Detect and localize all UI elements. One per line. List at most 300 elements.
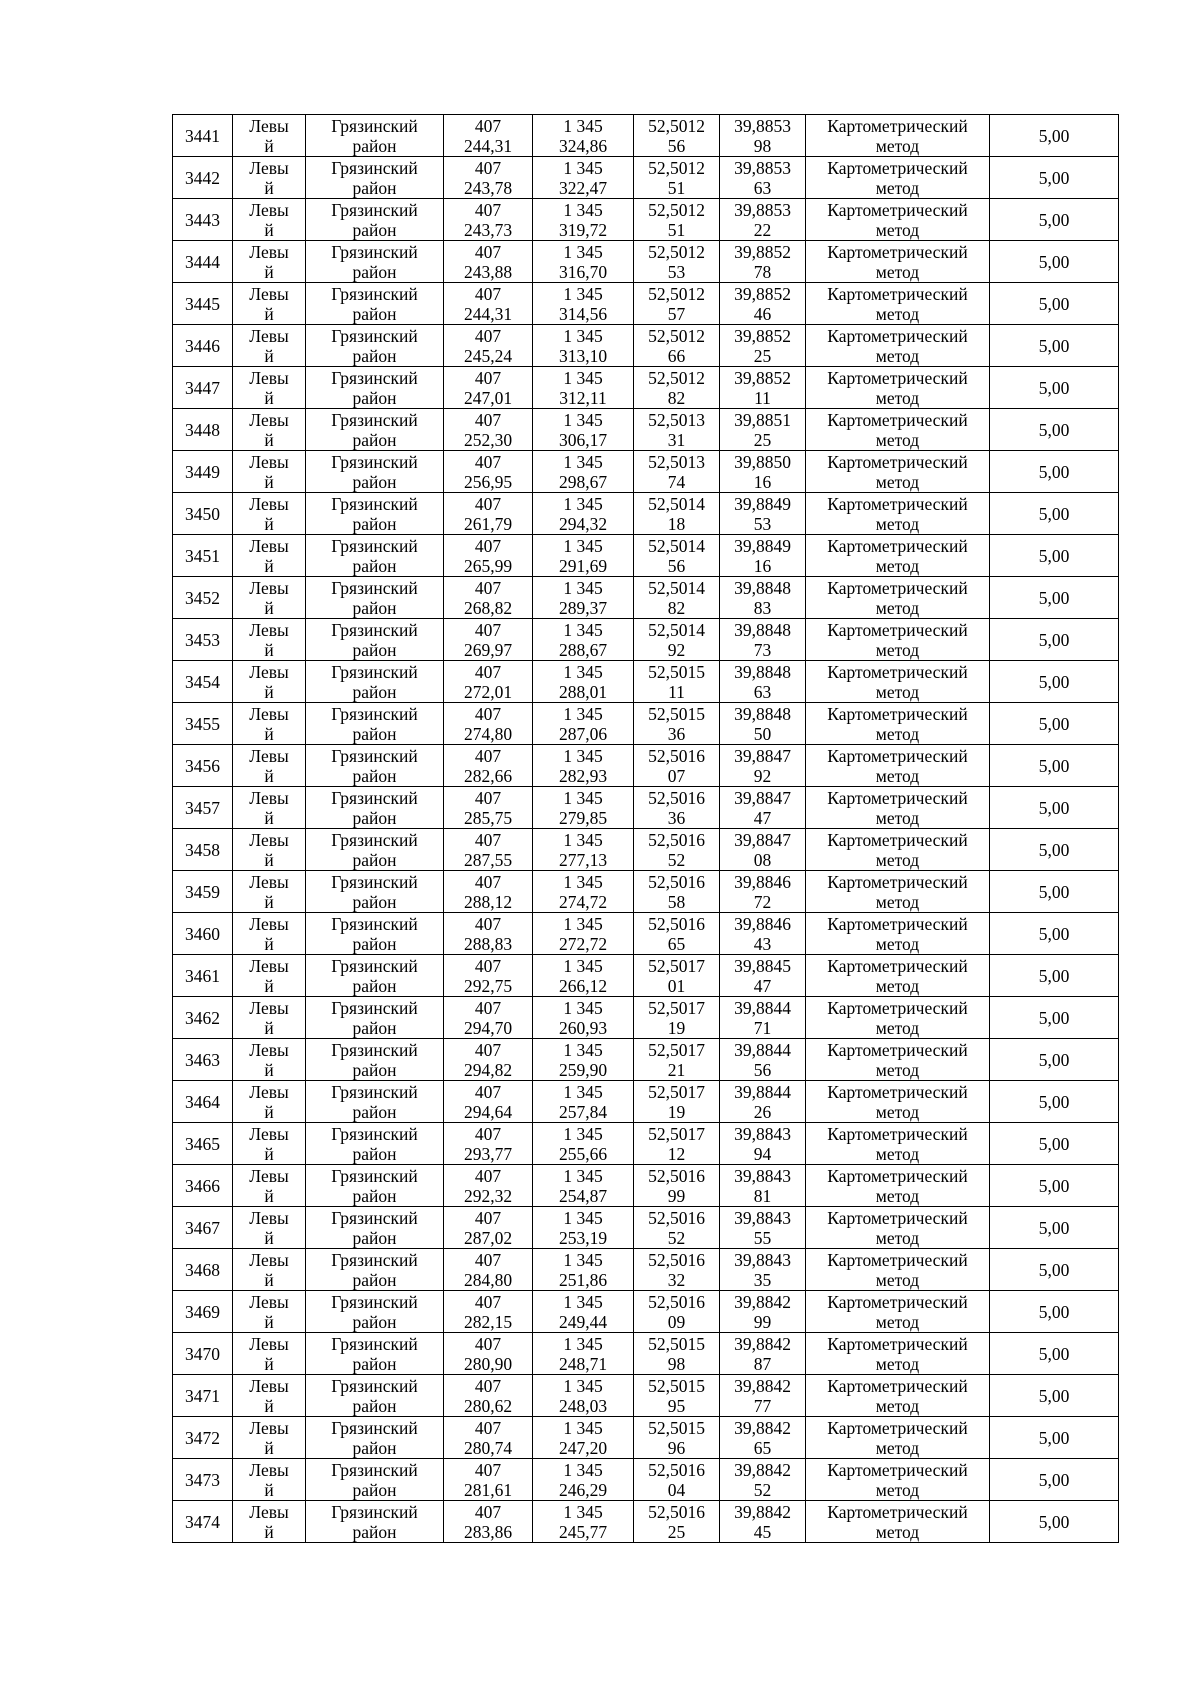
cell-line: 16	[753, 555, 772, 576]
bank-side-cell	[233, 1207, 306, 1249]
cell-line: Картометрический	[827, 913, 968, 934]
bank-side-cell	[233, 1249, 306, 1291]
cell-line: 407	[474, 1039, 502, 1060]
cell-line: Грязинский	[331, 1165, 418, 1186]
cell-line: 71	[753, 1017, 772, 1038]
longitude-cell	[720, 493, 806, 535]
bank-side-cell	[233, 325, 306, 367]
cell-line: Картометрический	[827, 577, 968, 598]
cell-line: 1 345	[563, 157, 603, 178]
cell-line: 281,61	[463, 1479, 513, 1500]
cell-line: Грязинский	[331, 1249, 418, 1270]
longitude-cell	[720, 1501, 806, 1543]
cell-line: район	[352, 891, 397, 912]
cell-line: Левы	[249, 577, 289, 598]
coord-y-cell	[533, 661, 634, 703]
coord-x-cell	[444, 1039, 533, 1081]
cell-line: 39,8849	[734, 535, 791, 556]
cell-line: 248,03	[558, 1395, 608, 1416]
method-cell	[806, 535, 990, 577]
cell-line: 25	[667, 1521, 686, 1542]
cell-line: Левы	[249, 115, 289, 136]
method-cell	[806, 1207, 990, 1249]
longitude-cell	[720, 283, 806, 325]
cell-line: 292,32	[463, 1185, 513, 1206]
cell-line: 243,73	[463, 219, 513, 240]
method-cell	[806, 283, 990, 325]
cell-line: район	[352, 219, 397, 240]
cell-line: 52,5017	[648, 997, 705, 1018]
cell-line: 25	[753, 345, 772, 366]
coord-y-cell	[533, 1207, 634, 1249]
cell-line: Левы	[249, 1123, 289, 1144]
bank-side-cell	[233, 829, 306, 871]
cell-line: Картометрический	[827, 997, 968, 1018]
accuracy-cell: 5,00	[990, 1123, 1119, 1165]
cell-line: Левы	[249, 787, 289, 808]
cell-line: 255,66	[558, 1143, 608, 1164]
cell-line: 98	[753, 135, 772, 156]
cell-line: Картометрический	[827, 535, 968, 556]
cell-line: 52,5017	[648, 1039, 705, 1060]
cell-line: Грязинский	[331, 955, 418, 976]
cell-line: 52,5017	[648, 1123, 705, 1144]
cell-line: район	[352, 975, 397, 996]
cell-line: район	[352, 177, 397, 198]
cell-line: 407	[474, 409, 502, 430]
cell-line: 47	[753, 975, 772, 996]
method-cell	[806, 661, 990, 703]
method-cell	[806, 1501, 990, 1543]
cell-line: 280,62	[463, 1395, 513, 1416]
cell-line: 51	[667, 177, 686, 198]
cell-line: метод	[875, 345, 920, 366]
method-cell	[806, 199, 990, 241]
table-row	[173, 199, 1119, 241]
district-cell	[306, 367, 444, 409]
coord-y-cell	[533, 325, 634, 367]
cell-line: метод	[875, 1521, 920, 1542]
cell-line: 39,8843	[734, 1165, 791, 1186]
cell-line: 12	[667, 1143, 686, 1164]
district-cell	[306, 493, 444, 535]
cell-line: 52,5016	[648, 1249, 705, 1270]
cell-line: 407	[474, 745, 502, 766]
district-cell	[306, 829, 444, 871]
cell-line: 39,8842	[734, 1375, 791, 1396]
cell-line: Левы	[249, 1291, 289, 1312]
accuracy-cell: 5,00	[990, 1039, 1119, 1081]
table-row	[173, 1417, 1119, 1459]
cell-line: 01	[667, 975, 686, 996]
method-cell	[806, 1333, 990, 1375]
cell-line: 1 345	[563, 787, 603, 808]
cell-line: 77	[753, 1395, 772, 1416]
longitude-cell	[720, 325, 806, 367]
cell-line: й	[264, 1227, 274, 1248]
cell-line: 1 345	[563, 913, 603, 934]
table-row	[173, 745, 1119, 787]
method-cell	[806, 493, 990, 535]
cell-line: 266,12	[558, 975, 608, 996]
point-number-cell: 3454	[173, 661, 233, 703]
table-row	[173, 997, 1119, 1039]
table-row	[173, 283, 1119, 325]
cell-line: 08	[753, 849, 772, 870]
cell-line: район	[352, 765, 397, 786]
table-row	[173, 493, 1119, 535]
cell-line: 52,5012	[648, 115, 705, 136]
point-number-cell: 3467	[173, 1207, 233, 1249]
cell-line: 53	[753, 513, 772, 534]
district-cell	[306, 787, 444, 829]
coord-x-cell	[444, 157, 533, 199]
cell-line: 288,12	[463, 891, 513, 912]
table-row	[173, 829, 1119, 871]
cell-line: 53	[667, 261, 686, 282]
cell-line: 16	[753, 471, 772, 492]
district-cell	[306, 283, 444, 325]
cell-line: 1 345	[563, 115, 603, 136]
accuracy-cell: 5,00	[990, 955, 1119, 997]
cell-line: Грязинский	[331, 619, 418, 640]
latitude-cell	[634, 409, 720, 451]
accuracy-cell: 5,00	[990, 1333, 1119, 1375]
cell-line: метод	[875, 135, 920, 156]
district-cell	[306, 451, 444, 493]
method-cell	[806, 409, 990, 451]
table-row	[173, 409, 1119, 451]
cell-line: 52,5015	[648, 1375, 705, 1396]
bank-side-cell	[233, 1291, 306, 1333]
method-cell	[806, 997, 990, 1039]
cell-line: 52,5015	[648, 1333, 705, 1354]
cell-line: Грязинский	[331, 1081, 418, 1102]
point-number-cell: 3472	[173, 1417, 233, 1459]
accuracy-cell: 5,00	[990, 661, 1119, 703]
cell-line: Левы	[249, 367, 289, 388]
district-cell	[306, 913, 444, 955]
district-cell	[306, 1417, 444, 1459]
cell-line: Картометрический	[827, 1291, 968, 1312]
accuracy-cell: 5,00	[990, 997, 1119, 1039]
coord-y-cell	[533, 1165, 634, 1207]
cell-line: Грязинский	[331, 745, 418, 766]
point-number-cell: 3447	[173, 367, 233, 409]
cell-line: Левы	[249, 1039, 289, 1060]
longitude-cell	[720, 157, 806, 199]
point-number-cell: 3451	[173, 535, 233, 577]
cell-line: 56	[667, 135, 686, 156]
cell-line: 52,5016	[648, 913, 705, 934]
bank-side-cell	[233, 787, 306, 829]
cell-line: метод	[875, 555, 920, 576]
latitude-cell	[634, 703, 720, 745]
cell-line: метод	[875, 765, 920, 786]
cell-line: 65	[753, 1437, 772, 1458]
bank-side-cell	[233, 283, 306, 325]
cell-line: 1 345	[563, 1249, 603, 1270]
coord-x-cell	[444, 1333, 533, 1375]
cell-line: 52,5016	[648, 1459, 705, 1480]
longitude-cell	[720, 871, 806, 913]
coord-y-cell	[533, 745, 634, 787]
cell-line: 39,8842	[734, 1459, 791, 1480]
cell-line: метод	[875, 723, 920, 744]
cell-line: 52,5017	[648, 955, 705, 976]
cell-line: 1 345	[563, 955, 603, 976]
cell-line: Левы	[249, 703, 289, 724]
cell-line: 99	[753, 1311, 772, 1332]
cell-line: 1 345	[563, 1291, 603, 1312]
district-cell	[306, 1459, 444, 1501]
point-number-cell: 3460	[173, 913, 233, 955]
cell-line: 1 345	[563, 283, 603, 304]
cell-line: 39,8852	[734, 283, 791, 304]
cell-line: Грязинский	[331, 325, 418, 346]
accuracy-cell: 5,00	[990, 619, 1119, 661]
latitude-cell	[634, 493, 720, 535]
table-row	[173, 451, 1119, 493]
bank-side-cell	[233, 661, 306, 703]
cell-line: 324,86	[558, 135, 608, 156]
coord-y-cell	[533, 955, 634, 997]
cell-line: метод	[875, 933, 920, 954]
cell-line: й	[264, 933, 274, 954]
accuracy-cell: 5,00	[990, 367, 1119, 409]
bank-side-cell	[233, 157, 306, 199]
method-cell	[806, 577, 990, 619]
cell-line: 57	[667, 303, 686, 324]
coord-y-cell	[533, 241, 634, 283]
point-number-cell: 3450	[173, 493, 233, 535]
cell-line: метод	[875, 1395, 920, 1416]
cell-line: Левы	[249, 409, 289, 430]
district-cell	[306, 577, 444, 619]
cell-line: район	[352, 471, 397, 492]
latitude-cell	[634, 1501, 720, 1543]
cell-line: 39,8850	[734, 451, 791, 472]
accuracy-cell: 5,00	[990, 535, 1119, 577]
cell-line: 1 345	[563, 829, 603, 850]
cell-line: 407	[474, 535, 502, 556]
cell-line: район	[352, 1353, 397, 1374]
cell-line: 94	[753, 1143, 772, 1164]
cell-line: метод	[875, 975, 920, 996]
district-cell	[306, 535, 444, 577]
cell-line: Картометрический	[827, 1207, 968, 1228]
cell-line: район	[352, 1521, 397, 1542]
coord-y-cell	[533, 493, 634, 535]
cell-line: Грязинский	[331, 1291, 418, 1312]
cell-line: 1 345	[563, 661, 603, 682]
cell-line: метод	[875, 1437, 920, 1458]
point-number-cell: 3469	[173, 1291, 233, 1333]
cell-line: Грязинский	[331, 367, 418, 388]
cell-line: Грязинский	[331, 1207, 418, 1228]
cell-line: район	[352, 429, 397, 450]
method-cell	[806, 1291, 990, 1333]
cell-line: 39,8852	[734, 325, 791, 346]
coord-x-cell	[444, 199, 533, 241]
latitude-cell	[634, 1123, 720, 1165]
cell-line: й	[264, 429, 274, 450]
cell-line: район	[352, 849, 397, 870]
latitude-cell	[634, 241, 720, 283]
cell-line: 52	[667, 849, 686, 870]
cell-line: 52,5017	[648, 1081, 705, 1102]
district-cell	[306, 1039, 444, 1081]
point-number-cell: 3446	[173, 325, 233, 367]
longitude-cell	[720, 1123, 806, 1165]
cell-line: 04	[667, 1479, 686, 1500]
cell-line: 47	[753, 807, 772, 828]
cell-line: 407	[474, 1459, 502, 1480]
cell-line: Картометрический	[827, 661, 968, 682]
coord-x-cell	[444, 787, 533, 829]
cell-line: й	[264, 261, 274, 282]
coord-y-cell	[533, 1501, 634, 1543]
point-number-cell: 3458	[173, 829, 233, 871]
cell-line: 274,80	[463, 723, 513, 744]
cell-line: 39,8847	[734, 787, 791, 808]
cell-line: 298,67	[558, 471, 608, 492]
table-row	[173, 1291, 1119, 1333]
cell-line: 407	[474, 703, 502, 724]
cell-line: 289,37	[558, 597, 608, 618]
latitude-cell	[634, 829, 720, 871]
cell-line: 52,5014	[648, 493, 705, 514]
coord-x-cell	[444, 493, 533, 535]
point-number-cell: 3462	[173, 997, 233, 1039]
cell-line: 280,90	[463, 1353, 513, 1374]
cell-line: 283,86	[463, 1521, 513, 1542]
latitude-cell	[634, 913, 720, 955]
cell-line: 22	[753, 219, 772, 240]
cell-line: 66	[667, 345, 686, 366]
cell-line: 39,8843	[734, 1249, 791, 1270]
latitude-cell	[634, 1249, 720, 1291]
cell-line: 58	[667, 891, 686, 912]
cell-line: Картометрический	[827, 619, 968, 640]
cell-line: 39,8842	[734, 1417, 791, 1438]
cell-line: 407	[474, 1081, 502, 1102]
cell-line: метод	[875, 891, 920, 912]
cell-line: 247,20	[558, 1437, 608, 1458]
cell-line: метод	[875, 177, 920, 198]
cell-line: 52,5014	[648, 577, 705, 598]
point-number-cell: 3457	[173, 787, 233, 829]
coord-y-cell	[533, 703, 634, 745]
cell-line: 31	[667, 429, 686, 450]
coord-y-cell	[533, 1375, 634, 1417]
cell-line: 1 345	[563, 241, 603, 262]
point-number-cell: 3459	[173, 871, 233, 913]
cell-line: 294,64	[463, 1101, 513, 1122]
cell-line: 52,5012	[648, 283, 705, 304]
cell-line: Грязинский	[331, 451, 418, 472]
cell-line: метод	[875, 1059, 920, 1080]
cell-line: Левы	[249, 1417, 289, 1438]
cell-line: Грязинский	[331, 493, 418, 514]
coord-x-cell	[444, 703, 533, 745]
cell-line: 52,5014	[648, 619, 705, 640]
cell-line: 407	[474, 1165, 502, 1186]
cell-line: Грязинский	[331, 703, 418, 724]
point-number-cell: 3455	[173, 703, 233, 745]
cell-line: Картометрический	[827, 1375, 968, 1396]
cell-line: 72	[753, 891, 772, 912]
cell-line: 1 345	[563, 535, 603, 556]
cell-line: 1 345	[563, 409, 603, 430]
cell-line: й	[264, 849, 274, 870]
bank-side-cell	[233, 199, 306, 241]
cell-line: Левы	[249, 283, 289, 304]
district-cell	[306, 1123, 444, 1165]
cell-line: район	[352, 387, 397, 408]
cell-line: Картометрический	[827, 409, 968, 430]
cell-line: район	[352, 513, 397, 534]
cell-line: 52,5016	[648, 1501, 705, 1522]
cell-line: 244,31	[463, 135, 513, 156]
longitude-cell	[720, 1165, 806, 1207]
cell-line: 292,75	[463, 975, 513, 996]
cell-line: метод	[875, 1353, 920, 1374]
accuracy-cell: 5,00	[990, 1375, 1119, 1417]
coord-y-cell	[533, 1333, 634, 1375]
cell-line: 35	[753, 1269, 772, 1290]
cell-line: Левы	[249, 157, 289, 178]
cell-line: Грязинский	[331, 1123, 418, 1144]
cell-line: Левы	[249, 1249, 289, 1270]
longitude-cell	[720, 115, 806, 157]
cell-line: 95	[667, 1395, 686, 1416]
accuracy-cell: 5,00	[990, 409, 1119, 451]
cell-line: 407	[474, 1123, 502, 1144]
cell-line: 39,8846	[734, 871, 791, 892]
cell-line: Картометрический	[827, 493, 968, 514]
bank-side-cell	[233, 409, 306, 451]
cell-line: метод	[875, 1311, 920, 1332]
cell-line: район	[352, 807, 397, 828]
cell-line: район	[352, 1395, 397, 1416]
coordinates-table	[172, 114, 1119, 1543]
cell-line: 39,8844	[734, 997, 791, 1018]
method-cell	[806, 829, 990, 871]
coord-y-cell	[533, 157, 634, 199]
district-cell	[306, 1375, 444, 1417]
cell-line: 268,82	[463, 597, 513, 618]
accuracy-cell: 5,00	[990, 1291, 1119, 1333]
cell-line: метод	[875, 261, 920, 282]
cell-line: й	[264, 135, 274, 156]
accuracy-cell: 5,00	[990, 325, 1119, 367]
cell-line: район	[352, 1479, 397, 1500]
cell-line: й	[264, 1185, 274, 1206]
latitude-cell	[634, 661, 720, 703]
cell-line: 245,77	[558, 1521, 608, 1542]
latitude-cell	[634, 997, 720, 1039]
cell-line: Левы	[249, 829, 289, 850]
cell-line: 81	[753, 1185, 772, 1206]
cell-line: 407	[474, 199, 502, 220]
cell-line: 52,5016	[648, 829, 705, 850]
cell-line: й	[264, 555, 274, 576]
cell-line: 63	[753, 177, 772, 198]
bank-side-cell	[233, 367, 306, 409]
cell-line: 247,01	[463, 387, 513, 408]
bank-side-cell	[233, 1123, 306, 1165]
